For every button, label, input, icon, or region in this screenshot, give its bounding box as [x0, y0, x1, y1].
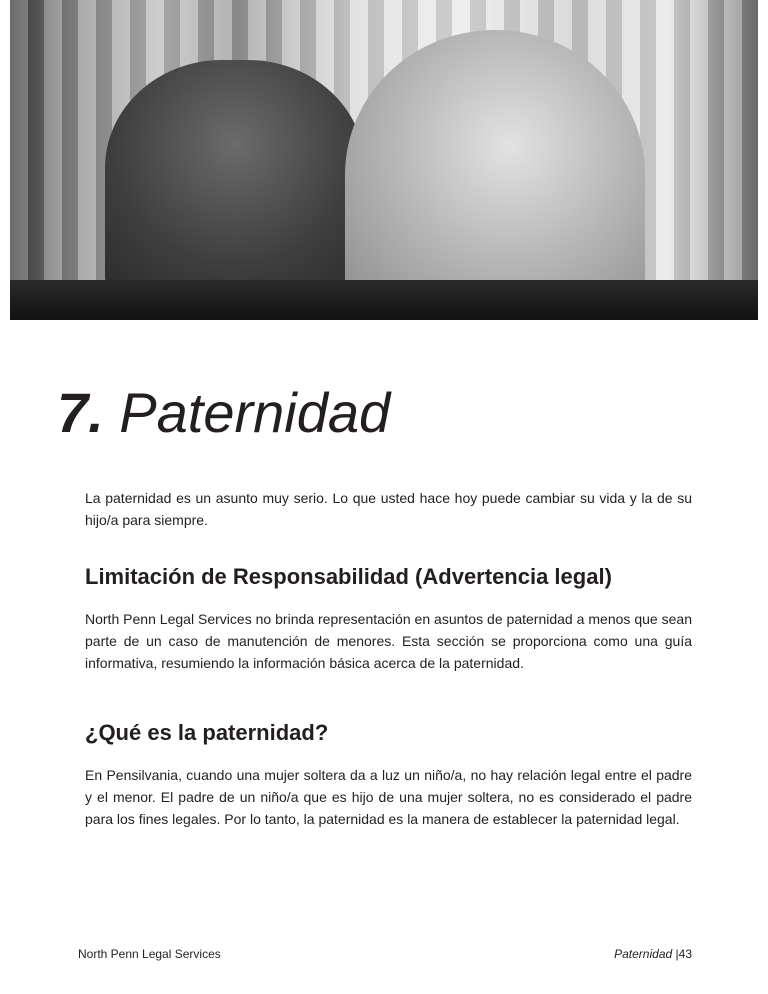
- photo-table: [10, 280, 758, 320]
- section-disclaimer: [85, 563, 692, 674]
- chapter-title-text: Paternidad: [119, 381, 391, 444]
- footer-page-number: 43: [678, 947, 692, 961]
- footer-separator: |: [675, 947, 679, 961]
- photo-woman: [345, 30, 645, 320]
- footer-org: North Penn Legal Services: [78, 947, 221, 961]
- photo-man: [105, 60, 365, 300]
- chapter-title: [57, 378, 390, 448]
- section-heading: Limitación de Responsabilidad (Advertencia legal): [85, 564, 612, 589]
- footer-page-info: [614, 947, 692, 961]
- header-photo: [10, 0, 758, 320]
- section-heading: ¿Qué es la paternidad?: [85, 720, 329, 745]
- section-what-is: [85, 719, 692, 830]
- section-body: En Pensilvania, cuando una mujer soltera da a luz un niño/a, no hay relación legal entre el padre y el menor. El padre de un niño/a que es hijo de una mujer soltera, no es considerado el padre para los fines legales. Por lo tanto, la paternidad es la manera de establecer la paternidad legal.: [85, 767, 692, 827]
- section-body: North Penn Legal Services no brinda representación en asuntos de paternidad a menos que sean parte de un caso de manutención de menores. Esta sección se proporciona como una guía informativa, resumiendo la información básica acerca de la paternidad.: [85, 611, 692, 671]
- intro-paragraph: [85, 487, 692, 531]
- footer-section: Paternidad: [614, 947, 673, 961]
- intro-text: La paternidad es un asunto muy serio. Lo que usted hace hoy puede cambiar su vida y la de su hijo/a para siempre.: [85, 490, 692, 528]
- chapter-number: 7.: [57, 381, 104, 444]
